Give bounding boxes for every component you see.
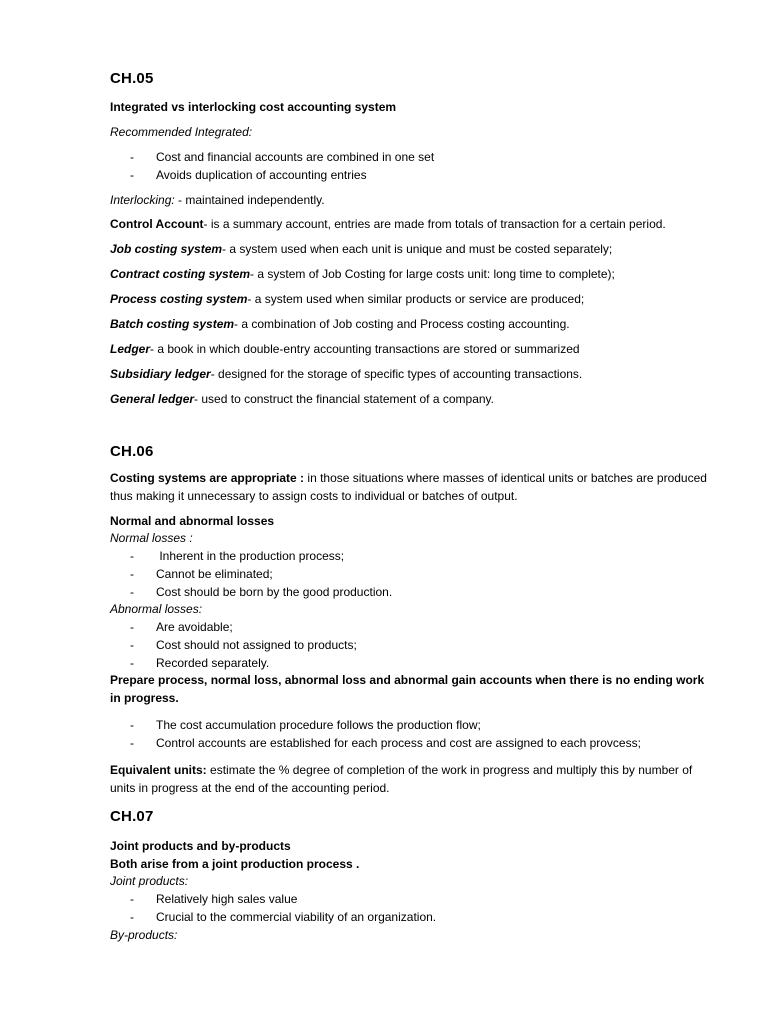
chapter-heading-05: CH.05 [110,70,154,87]
list-item: - Crucial to the commercial viability of an organization. [130,910,437,924]
chapter-heading-06: CH.06 [110,443,154,460]
costing-paragraph: Costing systems are appropriate : in those situations where masses of identical units or batches are produced thus making it unnecessary to assign costs to individual or batches of output. [110,471,707,503]
definition-line: Control Account- is a summary account, entries are made from totals of transaction for a certain period. [110,217,666,231]
section-title: Integrated vs interlocking cost accounting system [110,100,397,114]
bullet-dash: - [130,585,134,599]
list-item: - Avoids duplication of accounting entries [130,168,367,182]
bullet-dash: - [130,567,134,581]
bullet-dash: - [130,620,134,634]
normal-losses-label: Normal losses : [110,531,193,545]
interlocking-line: Interlocking: - maintained independently. [110,193,325,207]
bullet-dash: - [130,549,134,563]
bullet-dash: - [130,150,134,164]
list-item: - Cannot be eliminated; [130,567,273,581]
chapter-heading-07: CH.07 [110,808,154,825]
bullet-dash: - [130,736,134,750]
section-subtitle: Both arise from a joint production process . [110,857,360,871]
bullet-dash: - [130,892,134,906]
by-products-label: By-products: [110,928,178,942]
bullet-dash: - [130,718,134,732]
recommended-label: Recommended Integrated: [110,125,253,139]
bullet-dash: - [130,638,134,652]
list-item: - Relatively high sales value [130,892,298,906]
list-item: - Cost should not assigned to products; [130,638,357,652]
abnormal-losses-label: Abnormal losses: [110,602,203,616]
definition-line: General ledger- used to construct the financial statement of a company. [110,392,494,406]
bullet-dash: - [130,656,134,670]
definition-line: Process costing system- a system used when similar products or service are produced; [110,292,585,306]
joint-products-label: Joint products: [110,874,189,888]
definition-line: Job costing system- a system used when each unit is unique and must be costed separately; [110,242,613,256]
prepare-paragraph: Prepare process, normal loss, abnormal loss and abnormal gain accounts when there is no ending work in progress. [110,673,705,705]
definition-line: Subsidiary ledger- designed for the storage of specific types of accounting transactions. [110,367,583,381]
definition-line: Ledger- a book in which double-entry accounting transactions are stored or summarized [110,342,580,356]
bullet-dash: - [130,168,134,182]
definition-line: Batch costing system- a combination of Job costing and Process costing accounting. [110,317,570,331]
list-item: - Control accounts are established for each process and cost are assigned to each provcess; [130,736,641,750]
bullet-dash: - [130,910,134,924]
definition-line: Contract costing system- a system of Job Costing for large costs unit: long time to complete); [110,267,615,281]
list-item: - The cost accumulation procedure follows the production flow; [130,718,481,732]
list-item: - Are avoidable; [130,620,233,634]
list-item: - Cost and financial accounts are combined in one set [130,150,435,164]
losses-title: Normal and abnormal losses [110,514,275,528]
list-item: - Inherent in the production process; [130,549,345,563]
list-item: - Cost should be born by the good production. [130,585,393,599]
list-item: - Recorded separately. [130,656,270,670]
equivalent-units-paragraph: Equivalent units: estimate the % degree of completion of the work in progress and multiply this by number of units in progress at the end of the accounting period. [110,763,693,795]
section-title: Joint products and by-products [110,839,291,853]
